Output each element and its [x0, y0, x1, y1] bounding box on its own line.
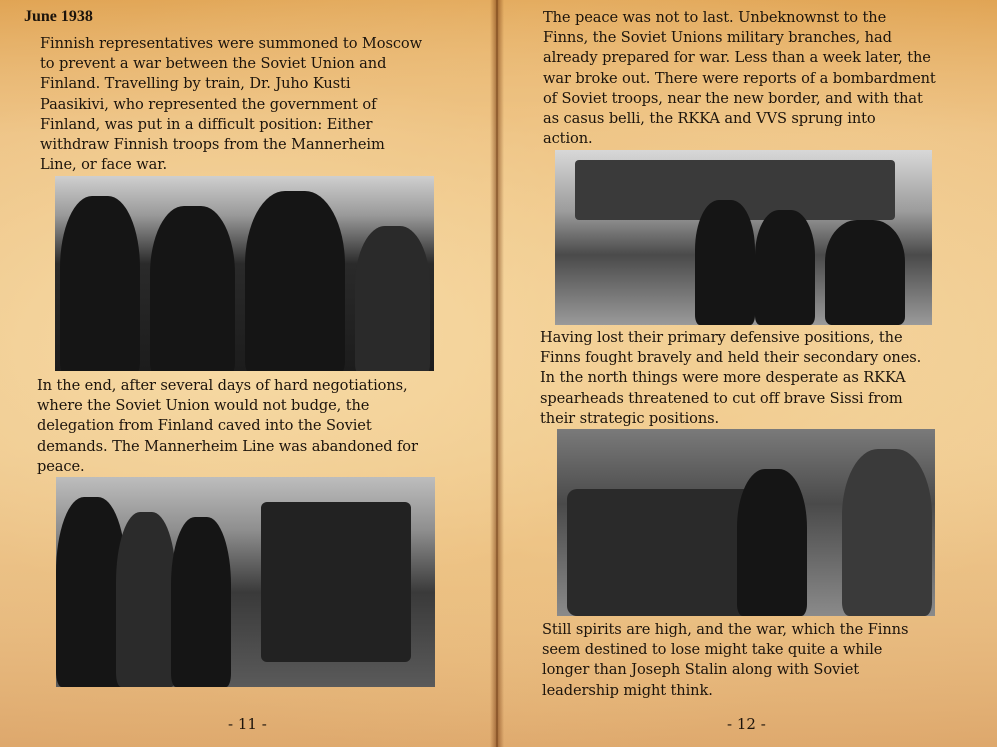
text-line: Having lost their primary defensive positions, the [540, 329, 903, 346]
text-line: seem destined to lose might take quite a while [542, 641, 883, 659]
text-line: In the north things were more desperate as RKKA [540, 369, 906, 387]
photo-soviet-troops-marching [555, 150, 932, 325]
text-line: to prevent a war between the Soviet Union and [40, 55, 387, 73]
photo-finnish-soldiers [557, 429, 935, 616]
page-heading: June 1938 [24, 8, 93, 25]
text-line: their strategic positions. [540, 409, 720, 427]
text-line: delegation from Finland caved into the Soviet [37, 417, 372, 435]
text-line: demands. The Mannerheim Line was abandoned for [37, 437, 418, 455]
paragraph-negotiations [40, 34, 422, 175]
text-line: of Soviet troops, near the new border, and with that [543, 89, 923, 107]
text-line: peace. [37, 457, 85, 475]
text-line: spearheads threatened to cut off brave Sissi from [540, 389, 903, 407]
text-line: leadership might think. [542, 681, 713, 699]
text-line: action. [543, 130, 593, 148]
page-number-left: - 11 - [228, 715, 267, 733]
text-line: war broke out. There were reports of a bombardment [543, 69, 936, 87]
text-line: The peace was not to last. Unbeknownst to the [543, 9, 887, 26]
text-line: Finland. Travelling by train, Dr. Juho Kusti [40, 75, 351, 93]
text-line: In the end, after several days of hard negotiations, [37, 377, 408, 394]
book-spine [490, 0, 504, 747]
text-line: Finnish representatives were summoned to Moscow [40, 35, 422, 52]
paragraph-outcome [37, 376, 418, 477]
text-line: Still spirits are high, and the war, which the Finns [542, 621, 909, 638]
photo-soviet-soldiers-truck [56, 477, 435, 687]
paragraph-defense [540, 328, 921, 429]
text-line: withdraw Finnish troops from the Mannerheim [40, 135, 385, 153]
paragraph-war-outbreak [543, 8, 936, 149]
text-line: Line, or face war. [40, 156, 168, 174]
photo-finnish-delegation [55, 176, 434, 371]
text-line: Finns, the Soviet Unions military branches, had [543, 29, 892, 47]
text-line: Finland, was put in a difficult position: Either [40, 115, 373, 133]
text-line: where the Soviet Union would not budge, the [37, 397, 370, 415]
text-line: longer than Joseph Stalin along with Soviet [542, 661, 860, 679]
text-line: as casus belli, the RKKA and VVS sprung into [543, 109, 876, 127]
text-line: Paasikivi, who represented the government of [40, 95, 377, 113]
paragraph-spirits [542, 620, 908, 701]
text-line: already prepared for war. Less than a week later, the [543, 49, 931, 67]
page-number-right: - 12 - [727, 715, 766, 733]
text-line: Finns fought bravely and held their secondary ones. [540, 349, 922, 367]
